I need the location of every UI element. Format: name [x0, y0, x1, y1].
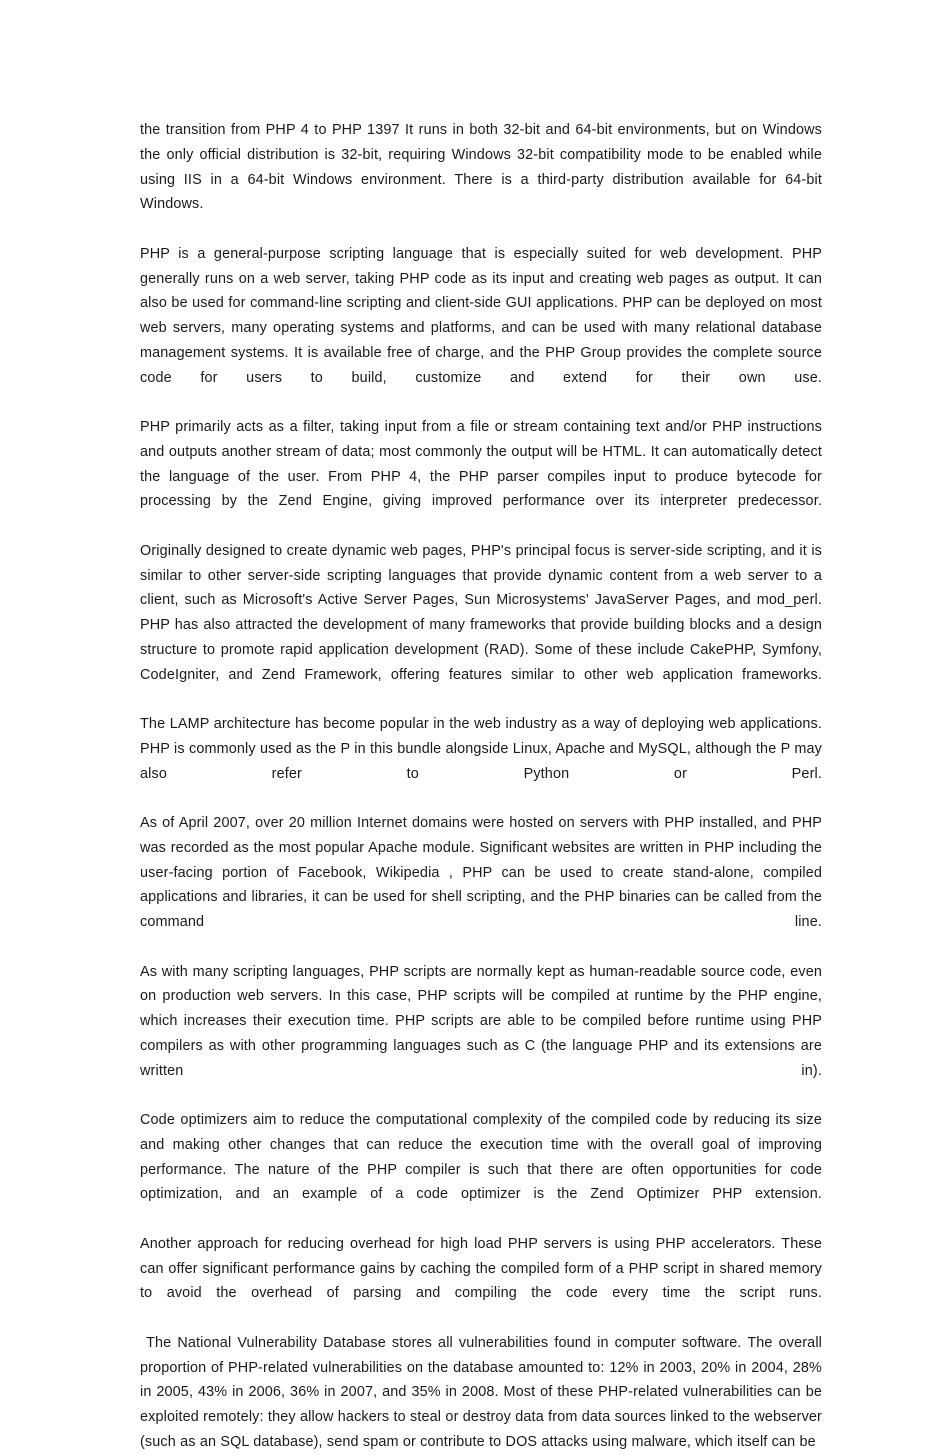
paragraph-php-accelerators: Another approach for reducing overhead for high load PHP servers is using PHP accelerators. These can offer significant performance gains by caching the compiled form of a PHP script in shared memory to avoid the overhead of parsing and compiling the code every time the script runs. — [140, 1235, 827, 1302]
document-text-column — [140, 118, 827, 1455]
paragraph-general-purpose-scripting-language: PHP is a general-purpose scripting language that is especially suited for web development. PHP generally runs on a web server, taking PHP code as its input and creating web pages as output. It can also be used for command-line scripting and client-side GUI applications. PHP can be deployed on most web servers, many operating systems and platforms, and can be used with many relational database management systems. It is available free of charge, and the PHP Group provides the complete source code for users to build, customize and extend for their own use. — [140, 245, 827, 386]
paragraph-lamp-architecture: The LAMP architecture has become popular in the web industry as a way of deploying web applications. PHP is commonly used as the P in this bundle alongside Linux, Apache and MySQL, although the P may also refer to Python or Perl. — [140, 716, 827, 782]
paragraph-php-acts-as-filter: PHP primarily acts as a filter, taking input from a file or stream containing text and/or PHP instructions and outputs another stream of data; most commonly the output will be HTML. It can automatically detect the language of the user. From PHP 4, the PHP parser compiles input to produce bytecode for processing by the Zend Engine, giving improved performance over its interpreter predecessor. — [140, 419, 827, 510]
paragraph-code-optimizers: Code optimizers aim to reduce the computational complexity of the compiled code by reducing its size and making other changes that can reduce the execution time with the overall goal of improving performance. The nature of the PHP compiler is such that there are often opportunities for code optimization, and an example of a code optimizer is the Zend Optimizer PHP extension. — [140, 1112, 827, 1203]
paragraph-server-side-scripting-frameworks: Originally designed to create dynamic web pages, PHP's principal focus is server-side scripting, and it is similar to other server-side scripting languages that provide dynamic content from a web server to a client, such as Microsoft's Active Server Pages, Sun Microsystems' JavaServer Pages, and mod_perl. PHP has also attracted the development of many frameworks that provide building blocks and a design structure to promote rapid application development (RAD). Some of these include CakePHP, Symfony, CodeIgniter, and Zend Framework, offering features similar to other web application frameworks. — [140, 542, 827, 683]
paragraph-national-vulnerability-database: The National Vulnerability Database stores all vulnerabilities found in computer software. The overall proportion of PHP-related vulnerabilities on the database amounted to: 12% in 2003, 20% in 2004, 28% in 2005, 43% in 2006, 36% in 2007, and 35% in 2008. Most of these PHP-related vulnerabilities can be exploited remotely: they allow hackers to steal or destroy data from data sources linked to the webserver (such as an SQL database), send spam or contribute to DOS attacks using malware, which itself can be — [140, 1334, 827, 1450]
paragraph-human-readable-source-code: As with many scripting languages, PHP scripts are normally kept as human-readable source code, even on production web servers. In this case, PHP scripts will be compiled at runtime by the PHP engine, which increases their execution time. PHP scripts are able to be compiled before runtime using PHP compilers as with other programming languages such as C (the language PHP and its extensions are written in). — [140, 963, 827, 1079]
paragraph-april-2007-domains: As of April 2007, over 20 million Internet domains were hosted on servers with PHP installed, and PHP was recorded as the most popular Apache module. Significant websites are written in PHP including the user-facing portion of Facebook, Wikipedia , PHP can be used to create stand-alone, compiled applications and libraries, it can be used for shell scripting, and the PHP binaries can be called from the command line. — [140, 815, 827, 930]
paragraph-php-1397-32bit-64bit: the transition from PHP 4 to PHP 1397 It runs in both 32-bit and 64-bit environments, but on Windows the only official distribution is 32-bit, requiring Windows 32-bit compatibility mode to be enabled while using IIS in a 64-bit Windows environment. There is a third-party distribution available for 64-bit Windows. — [140, 122, 827, 213]
